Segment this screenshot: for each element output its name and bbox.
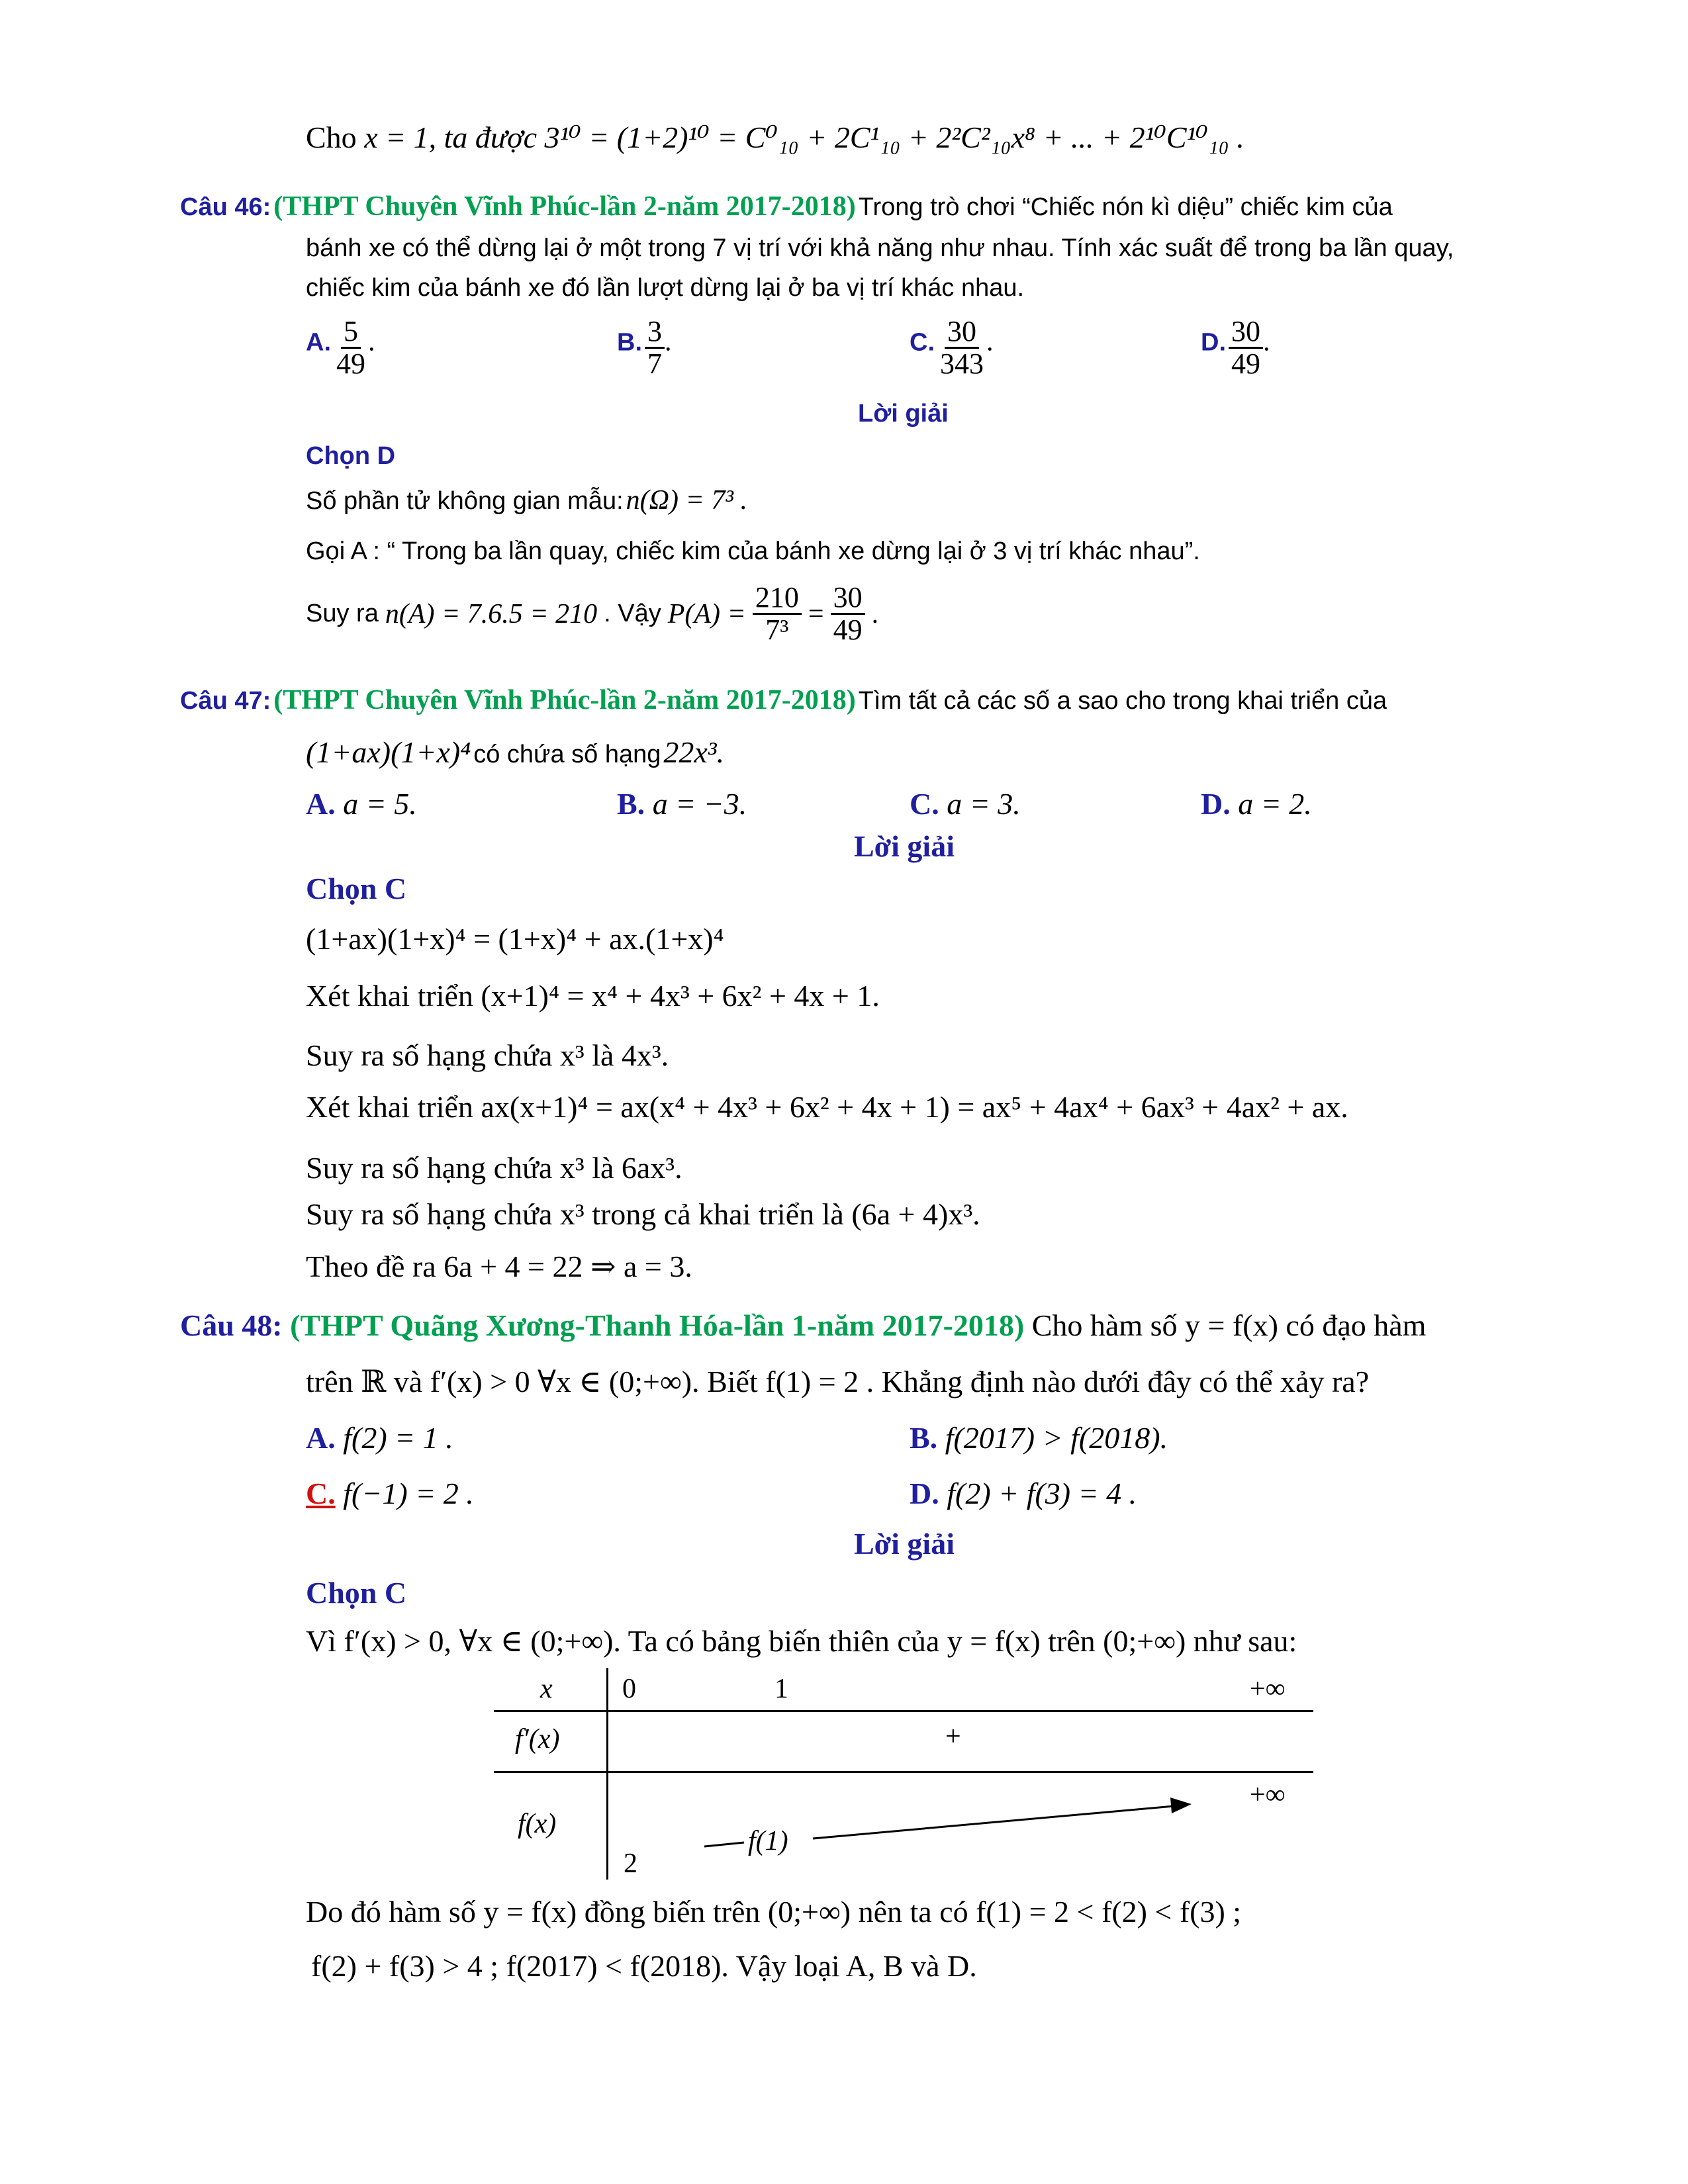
q46-option-a[interactable]: A. $\frac{5}{49}$ . — [306, 315, 375, 381]
q46-step3-pre: Suy ra — [306, 600, 379, 628]
q46-step3-fraction2: $\frac{30}{49}$ — [831, 582, 865, 645]
q47-solution-title: Lời giải — [854, 829, 955, 863]
q47-option-c-letter: C. — [910, 787, 939, 821]
top-math: x = 1, ta được 3¹⁰ = (1+2)¹⁰ = C⁰₁₀ + 2C¹₁₀ + 2²C²₁₀x⁸ + ... + 2¹⁰C¹⁰₁₀ . — [364, 120, 1244, 154]
q48-chosen: Chọn C — [306, 1576, 407, 1610]
q46-option-a-fraction: $\frac{5}{49}$ — [336, 315, 365, 381]
q46-source: (THPT Chuyên Vĩnh Phúc-lần 2-năm 2017-2018) — [273, 191, 856, 222]
q47-solution-line-5: Suy ra số hạng chứa x³ là 6ax³. — [306, 1151, 682, 1185]
q48-line2: trên ℝ và f′(x) > 0 ∀x ∈ (0;+∞). Biết f(1) = 2 . Khẳng định nào dưới đây có thể xảy ra? — [306, 1365, 1370, 1398]
top-cho: Cho — [306, 120, 357, 154]
q47-option-c-value: a = 3. — [947, 787, 1021, 821]
q46-line2: bánh xe có thể dừng lại ở một trong 7 vị trí với khả năng như nhau. Tính xác suất để trong ba lần quay, — [306, 234, 1454, 262]
q48-option-d-value: f(2) + f(3) = 4 . — [947, 1477, 1137, 1510]
arrow-segment-main — [813, 1805, 1181, 1839]
table-f1: f(1) — [748, 1826, 788, 1856]
q48-source: (THPT Quãng Xương-Thanh Hóa-lần 1-năm 2017-2018) — [290, 1308, 1025, 1342]
q47-line2-text: có chứa số hạng — [473, 741, 661, 768]
q46-step1-math: n(Ω) = 7³ . — [626, 485, 747, 516]
q48-option-b-letter: B. — [910, 1421, 938, 1455]
q48-conclusion-1: Do đó hàm số y = f(x) đồng biến trên (0;+∞) nên ta có f(1) = 2 < f(2) < f(3) ; — [306, 1895, 1242, 1929]
q46-step1-text: Số phần tử không gian mẫu: — [306, 487, 624, 515]
q47-option-d-letter: D. — [1201, 787, 1231, 821]
q47-option-b-value: a = −3. — [652, 787, 747, 821]
q48-line1: Cho hàm số y = f(x) có đạo hàm — [1031, 1308, 1427, 1342]
q46-option-c-fraction: $\frac{30}{343}$ — [940, 315, 984, 381]
q48-option-c-letter: C. — [306, 1477, 336, 1510]
q47-solution-line-4: Xét khai triển ax(x+1)⁴ = ax(x⁴ + 4x³ + 6x² + 4x + 1) = ax⁵ + 4ax⁴ + 6ax³ + 4ax² + ax. — [306, 1090, 1348, 1124]
q46-option-d-fraction: $\frac{30}{49}$ — [1229, 316, 1263, 379]
q46-option-c[interactable]: C. $\frac{30}{343}$ . — [910, 315, 994, 381]
q47-line1: Tìm tất cả các số a sao cho trong khai triển của — [858, 687, 1387, 715]
q46-option-c-letter: C. — [910, 328, 935, 357]
q47-chosen: Chọn C — [306, 872, 407, 905]
q46-step3-end: . — [871, 598, 879, 629]
arrow-segment-left — [704, 1843, 744, 1846]
table-x1: 1 — [774, 1674, 788, 1704]
q46-option-d-letter: D. — [1201, 328, 1226, 357]
q48-conclusion-2: f(2) + f(3) > 4 ; f(2017) < f(2018). Vậy loại A, B và D. — [311, 1949, 977, 1983]
q47-solution-line-1: (1+ax)(1+x)⁴ = (1+x)⁴ + ax.(1+x)⁴ — [306, 922, 724, 956]
q46-step3-fraction1: $\frac{210}{\text{7³}}$ — [753, 582, 802, 645]
q46-line1: Trong trò chơi “Chiếc nón kì diệu” chiếc kim của — [858, 193, 1393, 221]
q47-solution-line-6: Suy ra số hạng chứa x³ trong cả khai triển là (6a + 4)x³. — [306, 1197, 980, 1231]
table-x-label: x — [540, 1674, 553, 1704]
table-f-low: 2 — [624, 1848, 637, 1879]
q48-solution-title: Lời giải — [854, 1527, 955, 1561]
table-x0: 0 — [622, 1674, 636, 1704]
table-fprime-label: f′(x) — [515, 1724, 560, 1754]
table-x-inf: +∞ — [1250, 1674, 1286, 1704]
q47-solution-line-3: Suy ra số hạng chứa x³ là 4x³. — [306, 1038, 669, 1072]
q47-solution-line-2: Xét khai triển (x+1)⁴ = x⁴ + 4x³ + 6x² + 4x + 1. — [306, 979, 880, 1013]
q47-label: Câu 47: — [180, 687, 271, 715]
q48-option-d-letter: D. — [910, 1477, 939, 1510]
q46-step3-math: n(A) = 7.6.5 = 210 — [385, 598, 598, 629]
q48-option-a-letter: A. — [306, 1421, 336, 1455]
arrow-head-icon — [1170, 1797, 1192, 1813]
q46-chosen: Chọn D — [306, 442, 396, 470]
q47-solution-line-7: Theo đề ra 6a + 4 = 22 ⇒ a = 3. — [306, 1250, 692, 1283]
q48-label: Câu 48: — [180, 1308, 283, 1342]
q46-option-b-fraction: $\frac{3}{7}$ — [645, 316, 665, 379]
q48-intro: Vì f′(x) > 0, ∀x ∈ (0;+∞). Ta có bảng biến thiên của y = f(x) trên (0;+∞) như sau: — [306, 1624, 1297, 1658]
q46-option-d[interactable]: D. $\frac{30}{49}$ . — [1201, 315, 1270, 381]
q46-option-a-letter: A. — [306, 328, 331, 357]
q47-source: (THPT Chuyên Vĩnh Phúc-lần 2-năm 2017-2018) — [273, 685, 856, 715]
q47-option-a-value: a = 5. — [343, 787, 417, 821]
q47-option-a-letter: A. — [306, 787, 336, 821]
q48-option-c-value: f(−1) = 2 . — [343, 1477, 474, 1510]
q46-step3-eq: = — [808, 598, 824, 629]
q46-line3: chiếc kim của bánh xe đó lần lượt dừng lại ở ba vị trí khác nhau. — [306, 274, 1025, 302]
q46-label: Câu 46: — [180, 193, 271, 221]
q46-option-b-letter: B. — [617, 328, 642, 357]
table-f-inf: +∞ — [1250, 1780, 1286, 1810]
q46-step3-pa: P(A) = — [667, 598, 746, 629]
q47-option-b-letter: B. — [617, 787, 645, 821]
q47-line2-math: (1+ax)(1+x)⁴ — [306, 735, 471, 769]
q46-solution-title: Lời giải — [858, 400, 949, 428]
q47-line2-term: 22x³. — [663, 735, 725, 769]
q48-option-a-value: f(2) = 1 . — [343, 1421, 453, 1455]
table-f-label: f(x) — [518, 1809, 557, 1839]
q46-step2: Gọi A : “ Trong ba lần quay, chiếc kim của bánh xe dừng lại ở 3 vị trí khác nhau”. — [306, 537, 1200, 565]
table-sign: + — [945, 1721, 961, 1752]
q46-step3-mid: . Vậy — [604, 600, 661, 628]
q46-option-b[interactable]: B. $\frac{3}{7}$ . — [617, 315, 672, 381]
q48-option-b-value: f(2017) > f(2018). — [945, 1421, 1168, 1455]
q47-option-d-value: a = 2. — [1238, 787, 1312, 821]
